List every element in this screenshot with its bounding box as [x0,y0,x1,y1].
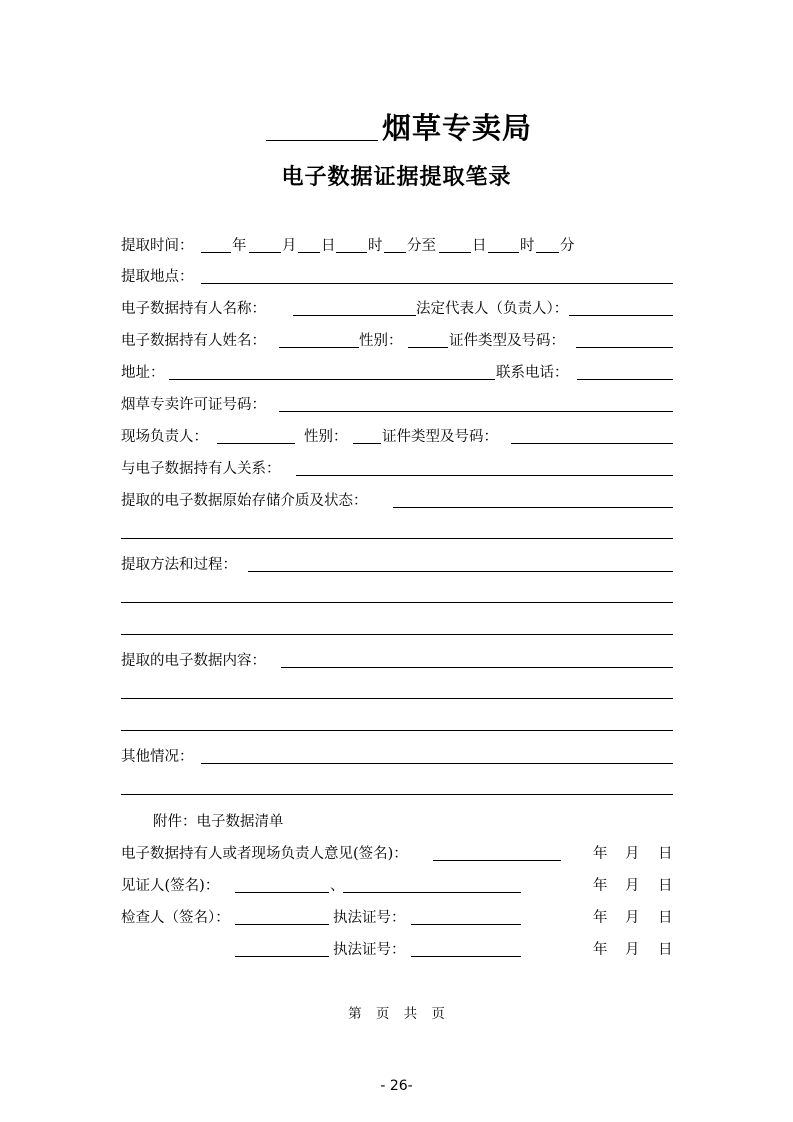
witness-label: 见证人(签名)： [121,878,220,894]
hour-label: 时 [368,238,383,254]
date-day: 日 [658,878,673,894]
form-title: 电子数据证据提取笔录 [281,165,512,190]
gender2-blank[interactable] [353,443,381,444]
date-month: 月 [625,846,640,862]
legal-rep-blank[interactable] [569,315,673,316]
id-type-blank[interactable] [576,347,673,348]
gender-label: 性别： [359,333,403,349]
date-year: 年 [593,910,608,926]
date-month: 月 [625,942,640,958]
license-row [121,393,673,415]
time-label: 提取时间： [121,238,194,254]
witness-blank-1[interactable] [235,892,329,893]
other-blank-line-2[interactable] [121,794,673,795]
method-row [121,553,673,575]
agency-title: 烟草专卖局 [382,111,533,145]
content-label: 提取的电子数据内容： [121,653,266,669]
date-day: 日 [658,910,673,926]
holder-opinion-label: 电子数据持有人或者现场负责人意见(签名)： [121,846,408,862]
holder-opinion-row [121,842,673,864]
minute2-blank[interactable] [536,252,559,253]
witness-blank-2[interactable] [343,892,521,893]
phone-label: 联系电话： [496,365,569,381]
minute-to-label: 分至 [407,238,436,254]
holder-person-blank[interactable] [279,347,359,348]
content-blank[interactable] [281,667,673,668]
address-row [121,361,673,383]
other-label: 其他情况： [121,749,194,765]
relation-blank[interactable] [296,475,673,476]
date-day: 日 [658,942,673,958]
witness-row [121,874,673,896]
date-year: 年 [593,942,608,958]
inspector-blank[interactable] [235,924,329,925]
id-type2-blank[interactable] [511,443,673,444]
method-blank-line-3[interactable] [121,634,673,635]
id-type2-label: 证件类型及号码： [382,429,498,445]
law-cert2-label: 执法证号： [333,942,406,958]
license-blank[interactable] [279,411,673,412]
address-label: 地址： [121,365,165,381]
method-label: 提取方法和过程： [121,557,237,573]
medium-row [121,489,673,511]
id-type-label: 证件类型及号码： [449,333,565,349]
content-blank-line-2[interactable] [121,698,673,699]
minute2-label: 分 [560,238,575,254]
date-year: 年 [593,878,608,894]
date-month: 月 [625,878,640,894]
holder-name-label: 电子数据持有人名称： [121,301,266,317]
month-label: 月 [282,238,297,254]
law-cert2-blank[interactable] [411,956,521,957]
holder-person-label: 电子数据持有人姓名： [121,333,266,349]
holder-name-row [121,297,673,319]
method-blank[interactable] [248,571,673,572]
gender2-label: 性别： [304,429,348,445]
onsite-person-blank[interactable] [217,443,295,444]
other-row [121,745,673,767]
onsite-person-label: 现场负责人： [121,429,208,445]
day-label: 日 [321,238,336,254]
phone-blank[interactable] [577,379,673,380]
relation-label: 与电子数据持有人关系： [121,461,281,477]
holder-name-blank[interactable] [293,315,416,316]
onsite-person-row [121,425,673,447]
relation-row [121,457,673,479]
content-row [121,649,673,671]
witness-separator: 、 [330,878,345,894]
method-blank-line-2[interactable] [121,602,673,603]
inspector-label: 检查人（签名）： [121,910,230,926]
day2-blank[interactable] [439,252,471,253]
time-row [121,234,673,256]
other-blank[interactable] [201,763,673,764]
license-label: 烟草专卖许可证号码： [121,397,266,413]
law-cert-blank[interactable] [411,924,521,925]
date-month: 月 [625,910,640,926]
holder-person-row [121,329,673,351]
inspector2-row [121,938,673,960]
year-label: 年 [232,238,247,254]
inspector2-blank[interactable] [235,956,329,957]
medium-label: 提取的电子数据原始存储介质及状态： [121,493,368,509]
location-row [121,265,673,287]
location-label: 提取地点： [121,269,194,285]
medium-blank-line-2[interactable] [121,538,673,539]
address-blank[interactable] [169,379,495,380]
day-blank[interactable] [298,252,320,253]
date-year: 年 [593,846,608,862]
law-cert-label: 执法证号： [333,910,406,926]
agency-name-blank[interactable] [266,140,378,141]
location-blank[interactable] [201,283,673,284]
inspector-row [121,906,673,928]
gender-blank[interactable] [408,347,448,348]
page-number: - 26- [380,1078,413,1094]
page-count-footer: 第 页 共 页 [348,1006,445,1022]
date-day: 日 [658,846,673,862]
hour2-label: 时 [520,238,535,254]
legal-rep-label: 法定代表人（负责人）： [416,301,569,317]
medium-blank[interactable] [393,507,673,508]
minute-blank[interactable] [384,252,406,253]
hour2-blank[interactable] [488,252,519,253]
year-blank[interactable] [201,252,231,253]
day2-label: 日 [472,238,487,254]
attachment-note: 附件：电子数据清单 [153,814,284,830]
content-blank-line-3[interactable] [121,730,673,731]
month-blank[interactable] [249,252,281,253]
holder-opinion-blank[interactable] [433,860,561,861]
hour-blank[interactable] [336,252,367,253]
